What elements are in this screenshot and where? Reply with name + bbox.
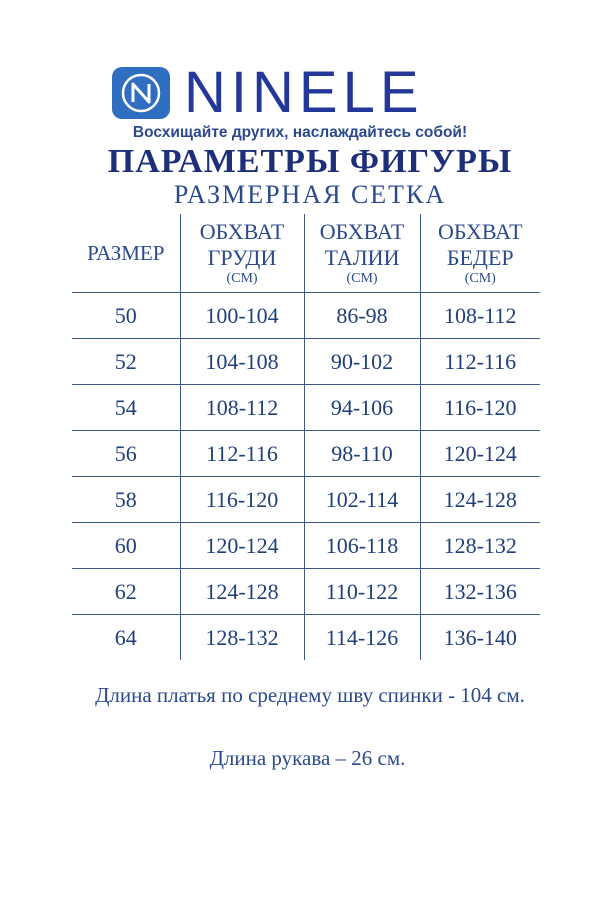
hips-cell: 108-112 <box>420 293 540 339</box>
column-header-line: ГРУДИ <box>207 245 277 270</box>
waist-cell: 106-118 <box>304 523 420 569</box>
size-cell: 54 <box>72 385 180 431</box>
column-header-unit: (СМ) <box>346 271 378 286</box>
column-header-line: ОБХВАТ <box>199 219 285 244</box>
page-title: ПАРАМЕТРЫ ФИГУРЫ <box>107 143 513 180</box>
size-cell: 56 <box>72 431 180 477</box>
chest-cell: 100-104 <box>180 293 304 339</box>
column-header-unit: (СМ) <box>226 271 258 286</box>
size-cell: 62 <box>72 569 180 615</box>
table-row <box>72 431 540 477</box>
chest-cell: 128-132 <box>180 615 304 661</box>
waist-cell: 86-98 <box>304 293 420 339</box>
hips-cell: 112-116 <box>420 339 540 385</box>
chest-cell: 112-116 <box>180 431 304 477</box>
size-chart-table <box>72 214 540 660</box>
waist-cell: 114-126 <box>304 615 420 661</box>
column-header-label: РАЗМЕР <box>87 240 165 265</box>
waist-cell: 90-102 <box>304 339 420 385</box>
waist-cell: 102-114 <box>304 477 420 523</box>
brand-name: NINELE <box>184 60 424 125</box>
chest-cell: 120-124 <box>180 523 304 569</box>
hips-cell: 136-140 <box>420 615 540 661</box>
chest-cell: 124-128 <box>180 569 304 615</box>
column-header-line: ОБХВАТ <box>319 219 405 244</box>
column-header-line: ОБХВАТ <box>437 219 523 244</box>
column-header-chest <box>180 214 304 293</box>
column-header-size <box>72 214 180 293</box>
table-row <box>72 339 540 385</box>
chest-cell: 116-120 <box>180 477 304 523</box>
brand-tagline: Восхищайте других, наслаждайтесь собой! <box>132 124 468 141</box>
table-header-row <box>72 214 540 293</box>
size-cell: 58 <box>72 477 180 523</box>
size-cell: 60 <box>72 523 180 569</box>
waist-cell: 98-110 <box>304 431 420 477</box>
column-header-hips <box>420 214 540 293</box>
brand-logo <box>112 60 424 125</box>
column-header-line: БЕДЕР <box>446 245 514 270</box>
ninele-logo-icon <box>112 67 170 119</box>
chest-cell: 108-112 <box>180 385 304 431</box>
waist-cell: 94-106 <box>304 385 420 431</box>
column-header-unit: (СМ) <box>464 271 496 286</box>
column-header-waist <box>304 214 420 293</box>
table-row <box>72 523 540 569</box>
waist-cell: 110-122 <box>304 569 420 615</box>
size-cell: 64 <box>114 624 137 650</box>
size-cell: 52 <box>72 339 180 385</box>
hips-cell: 132-136 <box>420 569 540 615</box>
table-row <box>72 569 540 615</box>
table-row <box>72 477 540 523</box>
sleeve-length-note: Длина рукава – 26 см. <box>209 746 406 770</box>
size-cell: 50 <box>72 293 180 339</box>
hips-cell: 128-132 <box>420 523 540 569</box>
column-header-line: ТАЛИИ <box>324 245 400 270</box>
page-subtitle: РАЗМЕРНАЯ СЕТКА <box>173 180 447 209</box>
table-row <box>72 615 540 661</box>
table-row <box>72 385 540 431</box>
hips-cell: 116-120 <box>420 385 540 431</box>
table-row <box>72 293 540 339</box>
hips-cell: 124-128 <box>420 477 540 523</box>
hips-cell: 120-124 <box>420 431 540 477</box>
chest-cell: 104-108 <box>180 339 304 385</box>
dress-length-note: Длина платья по среднему шву спинки - 104 см. <box>95 683 525 707</box>
